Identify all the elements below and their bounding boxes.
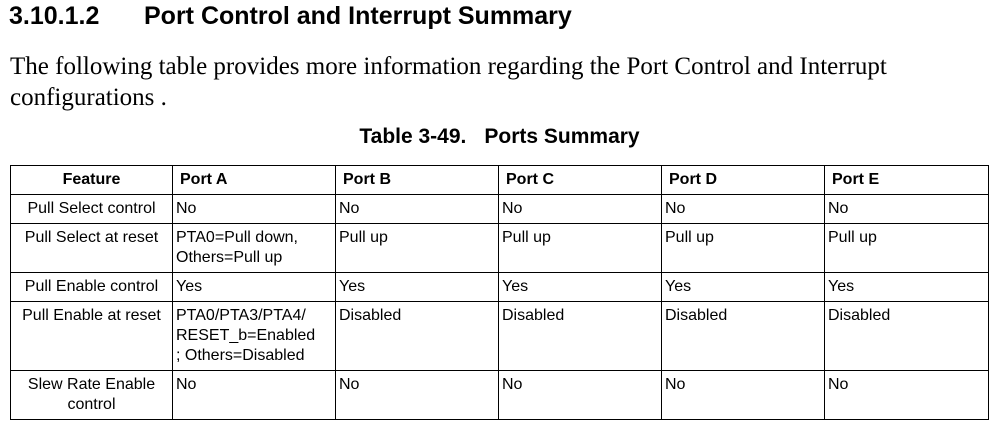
cell-text: Others=Pull up [176,249,283,266]
cell-text: No [828,200,849,217]
cell-text: Pull Select control [27,200,156,217]
feature-cell [11,224,173,273]
header-port-c: Port C [499,166,662,195]
feature-cell [11,371,173,420]
port-e-cell [825,195,989,224]
cell-text: Pull up [828,229,877,246]
port-d-cell [662,273,825,302]
cell-text: Disabled [828,307,891,324]
section-number: 3.10.1.2 [9,2,100,30]
port-c-cell [499,302,662,371]
cell-text: Disabled [502,307,565,324]
cell-text: Yes [665,278,692,295]
feature-cell [11,302,173,371]
header-port-a: Port A [173,166,336,195]
port-b-cell [336,302,499,371]
port-a-cell [173,224,336,273]
header-port-e: Port E [825,166,989,195]
cell-text: No [828,376,849,393]
table-row [11,224,989,273]
cell-text: PTA0=Pull down, [176,229,298,246]
cell-text: RESET_b=Enabled [176,327,316,344]
feature-cell [11,195,173,224]
cell-text: control [67,396,116,413]
port-c-cell [499,273,662,302]
table-caption [0,125,999,149]
cell-text: No [176,376,197,393]
cell-text: No [665,200,686,217]
cell-text: PTA0/PTA3/PTA4/ [176,307,306,324]
port-b-cell [336,224,499,273]
port-d-cell [662,224,825,273]
port-c-cell [499,195,662,224]
cell-text: No [339,376,360,393]
table-row [11,302,989,371]
cell-text: Yes [176,278,203,295]
port-a-cell [173,195,336,224]
port-d-cell [662,302,825,371]
cell-text: ; Others=Disabled [176,347,305,364]
cell-text: Pull Enable at reset [22,307,161,324]
cell-text: Slew Rate Enable [27,376,156,393]
cell-text: Pull Enable control [24,278,159,295]
header-feature: Feature [11,166,173,195]
intro-paragraph: The following table provides more information regarding the Port Control and Interrupt configurations . [10,53,887,111]
cell-text: Yes [828,278,855,295]
cell-text: Pull up [665,229,714,246]
cell-text: No [339,200,360,217]
cell-text: No [502,200,523,217]
cell-text: Yes [339,278,366,295]
cell-text: Disabled [665,307,728,324]
port-e-cell [825,273,989,302]
table-row [11,273,989,302]
port-b-cell [336,195,499,224]
table-caption-number: Table 3-49. [359,125,467,148]
port-a-cell [173,371,336,420]
feature-cell [11,273,173,302]
ports-summary-table [10,165,989,420]
section-title: Port Control and Interrupt Summary [144,2,572,30]
cell-text: Pull up [502,229,551,246]
header-port-d: Port D [662,166,825,195]
cell-text: No [665,376,686,393]
port-e-cell [825,224,989,273]
header-port-b: Port B [336,166,499,195]
cell-text: Yes [502,278,529,295]
cell-text: No [176,200,197,217]
table-caption-title: Ports Summary [484,125,640,148]
cell-text: Disabled [339,307,402,324]
port-a-cell [173,302,336,371]
section-heading [9,2,572,31]
port-c-cell [499,371,662,420]
port-b-cell [336,273,499,302]
table-header-row [11,166,989,195]
port-e-cell [825,302,989,371]
port-d-cell [662,371,825,420]
cell-text: No [502,376,523,393]
port-d-cell [662,195,825,224]
port-b-cell [336,371,499,420]
port-e-cell [825,371,989,420]
port-a-cell [173,273,336,302]
cell-text: Pull up [339,229,388,246]
port-c-cell [499,224,662,273]
table-row [11,371,989,420]
cell-text: Pull Select at reset [24,229,159,246]
table-row [11,195,989,224]
